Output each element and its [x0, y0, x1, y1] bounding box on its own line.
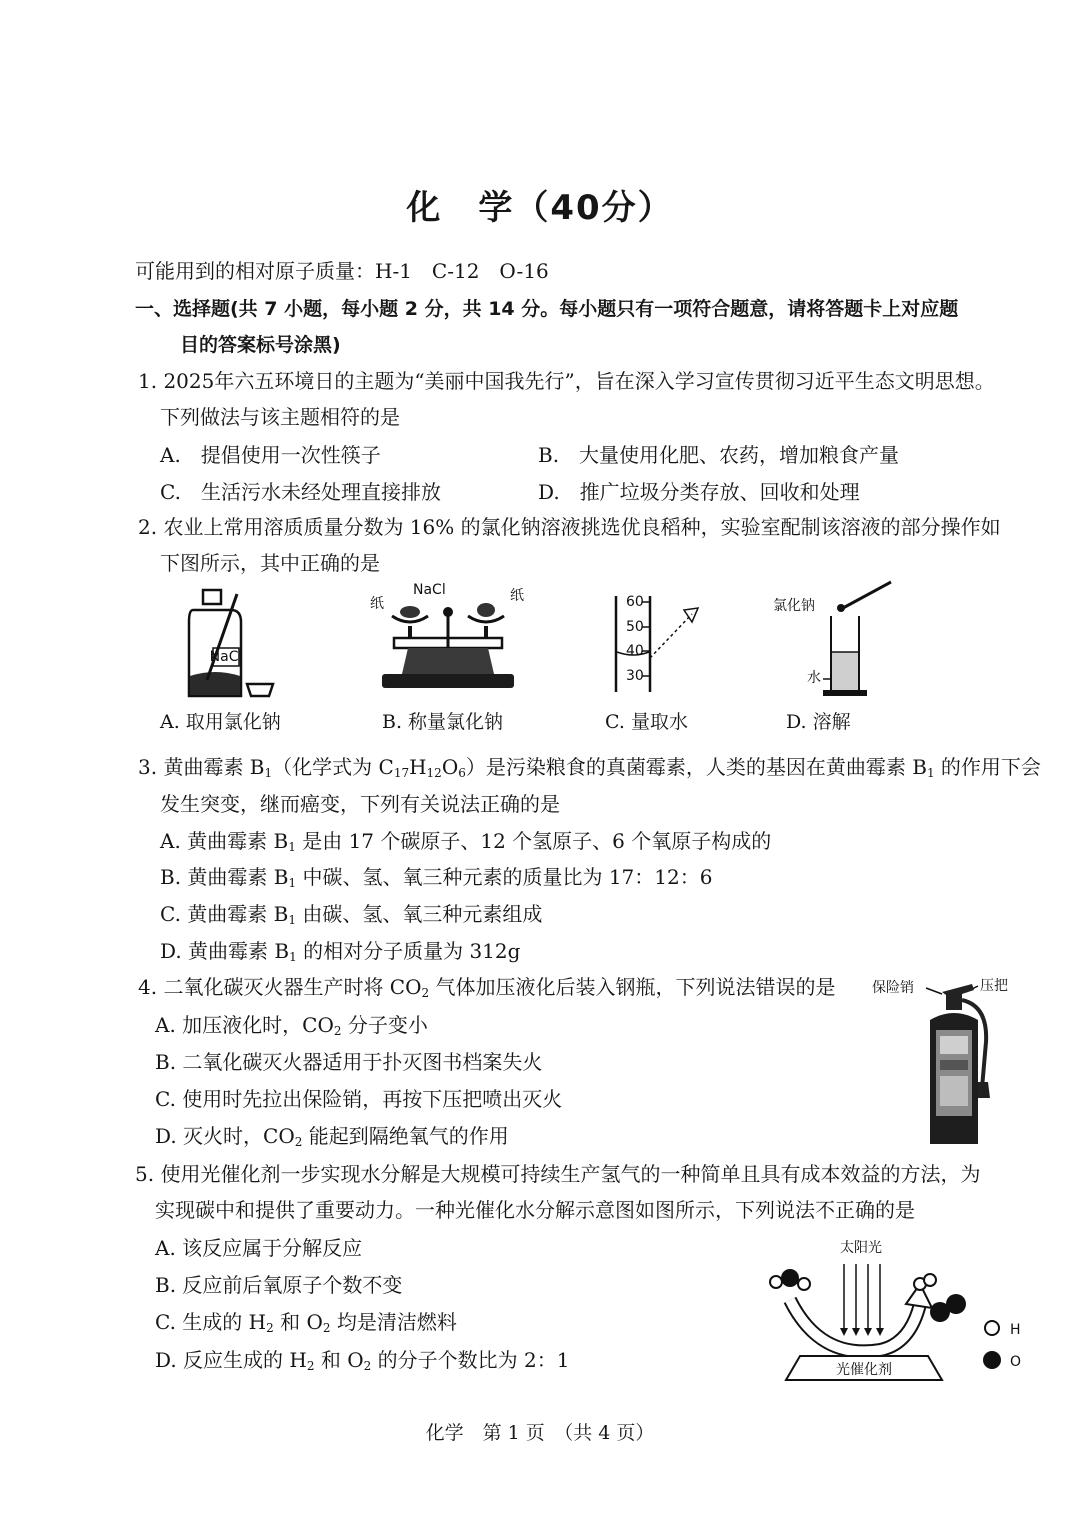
- q3-option-a: A. 黄曲霉素 $B_1$ 是由 17 个碳原子、12 个氢原子、6 个氧原子构成的: [160, 829, 772, 854]
- fire-extinguisher-figure: [870, 972, 1030, 1150]
- paper-right-label: 纸: [510, 588, 524, 604]
- paper-left-label: 纸: [370, 596, 384, 612]
- section-heading-line2: 目的答案标号涂黑): [180, 334, 341, 356]
- q1-option-c: C. 生活污水未经处理直接排放: [160, 480, 441, 504]
- q3-stem-line1: 3. 黄曲霉素 $B_1$（化学式为 $C_{17}H_{12}O_6$）是污染粮食的真菌霉素，人类的基因在黄曲霉素 $B_1$ 的作用下会: [138, 755, 1041, 780]
- q4-option-c: C. 使用时先拉出保险销，再按下压把喷出灭火: [155, 1087, 563, 1111]
- q4-stem-line1: 4. 二氧化碳灭火器生产时将 $CO_2$ 气体加压液化后装入钢瓶，下列说法错误的是: [138, 975, 836, 1000]
- handle-label: 压把: [980, 978, 1008, 994]
- q2-caption-b: B. 称量氯化钠: [382, 711, 504, 733]
- q2-caption-c: C. 量取水: [605, 711, 688, 733]
- q4-option-d: D. 灭火时，$CO_2$ 能起到隔绝氧气的作用: [155, 1124, 509, 1149]
- photocatalysis-figure: [760, 1232, 1050, 1390]
- q3-option-b: B. 黄曲霉素 $B_1$ 中碳、氢、氧三种元素的质量比为 17：12：6: [160, 865, 713, 890]
- q5-stem-line1: 5. 使用光催化剂一步实现水分解是大规模可持续生产氢气的一种简单且具有成本效益的方法，为: [135, 1162, 981, 1186]
- q1-stem-line2: 下列做法与该主题相符的是: [160, 405, 400, 429]
- graduated-cylinder-figure: [612, 592, 704, 696]
- page-title: 化 学（40分）: [406, 188, 674, 228]
- dissolving-figure: [773, 578, 899, 700]
- section-heading-line1: 一、选择题(共 7 小题，每小题 2 分，共 14 分。每小题只有一项符合题意，请将答题卡上对应题: [135, 298, 959, 320]
- reagent-jar-figure: [185, 588, 285, 700]
- q5-option-b: B. 反应前后氧原子个数不变: [155, 1273, 403, 1297]
- catalyst-label: 光催化剂: [836, 1362, 892, 1378]
- tick-40: 40: [626, 643, 644, 659]
- q5-stem-line2: 实现碳中和提供了重要动力。一种光催化水分解示意图如图所示，下列说法不正确的是: [155, 1198, 915, 1222]
- q2-stem-line2: 下图所示，其中正确的是: [160, 551, 380, 575]
- tick-30: 30: [626, 668, 644, 684]
- q5-option-a: A. 该反应属于分解反应: [155, 1236, 363, 1260]
- tick-60: 60: [626, 594, 644, 610]
- q4-option-a: A. 加压液化时，$CO_2$ 分子变小: [155, 1013, 428, 1038]
- q1-stem-line1: 1. 2025年六五环境日的主题为“美丽中国我先行”，旨在深入学习宣传贯彻习近平生态文明思想。: [138, 369, 995, 393]
- salt-label: 氯化钠: [773, 598, 815, 614]
- page-footer: 化学 第 1 页 （共 4 页）: [425, 1422, 655, 1444]
- q5-option-d: D. 反应生成的 $H_2$ 和 $O_2$ 的分子个数比为 2：1: [155, 1348, 570, 1373]
- sunlight-label: 太阳光: [840, 1240, 882, 1256]
- q1-option-b: B. 大量使用化肥、农药，增加粮食产量: [538, 443, 900, 467]
- q3-option-c: C. 黄曲霉素 $B_1$ 由碳、氢、氧三种元素组成: [160, 902, 543, 927]
- water-label: 水: [807, 670, 821, 686]
- q2-caption-a: A. 取用氯化钠: [160, 711, 281, 733]
- balance-figure: [368, 582, 528, 694]
- q3-option-d: D. 黄曲霉素 $B_1$ 的相对分子质量为 312g: [160, 939, 521, 964]
- q5-option-c: C. 生成的 $H_2$ 和 $O_2$ 均是清洁燃料: [155, 1310, 457, 1335]
- legend-h-label: H: [1010, 1322, 1021, 1338]
- q1-option-d: D. 推广垃圾分类存放、回收和处理: [538, 480, 860, 504]
- atomic-mass-line: 可能用到的相对原子质量：H-1 C-12 O-16: [135, 259, 549, 283]
- q2-stem-line1: 2. 农业上常用溶质质量分数为 16% 的氯化钠溶液挑选优良稻种，实验室配制该溶液的部分操作如: [138, 515, 1001, 539]
- q2-caption-d: D. 溶解: [786, 711, 851, 733]
- nacl-label: NaCl: [413, 582, 446, 598]
- tick-50: 50: [626, 619, 644, 635]
- q4-option-b: B. 二氧化碳灭火器适用于扑灭图书档案失火: [155, 1050, 543, 1074]
- q3-stem-line2: 发生突变，继而癌变，下列有关说法正确的是: [160, 792, 560, 816]
- q1-option-a: A. 提倡使用一次性筷子: [160, 443, 381, 467]
- legend-o-label: O: [1010, 1354, 1022, 1370]
- jar-label: NaCl: [209, 649, 243, 665]
- safety-pin-label: 保险销: [872, 980, 914, 996]
